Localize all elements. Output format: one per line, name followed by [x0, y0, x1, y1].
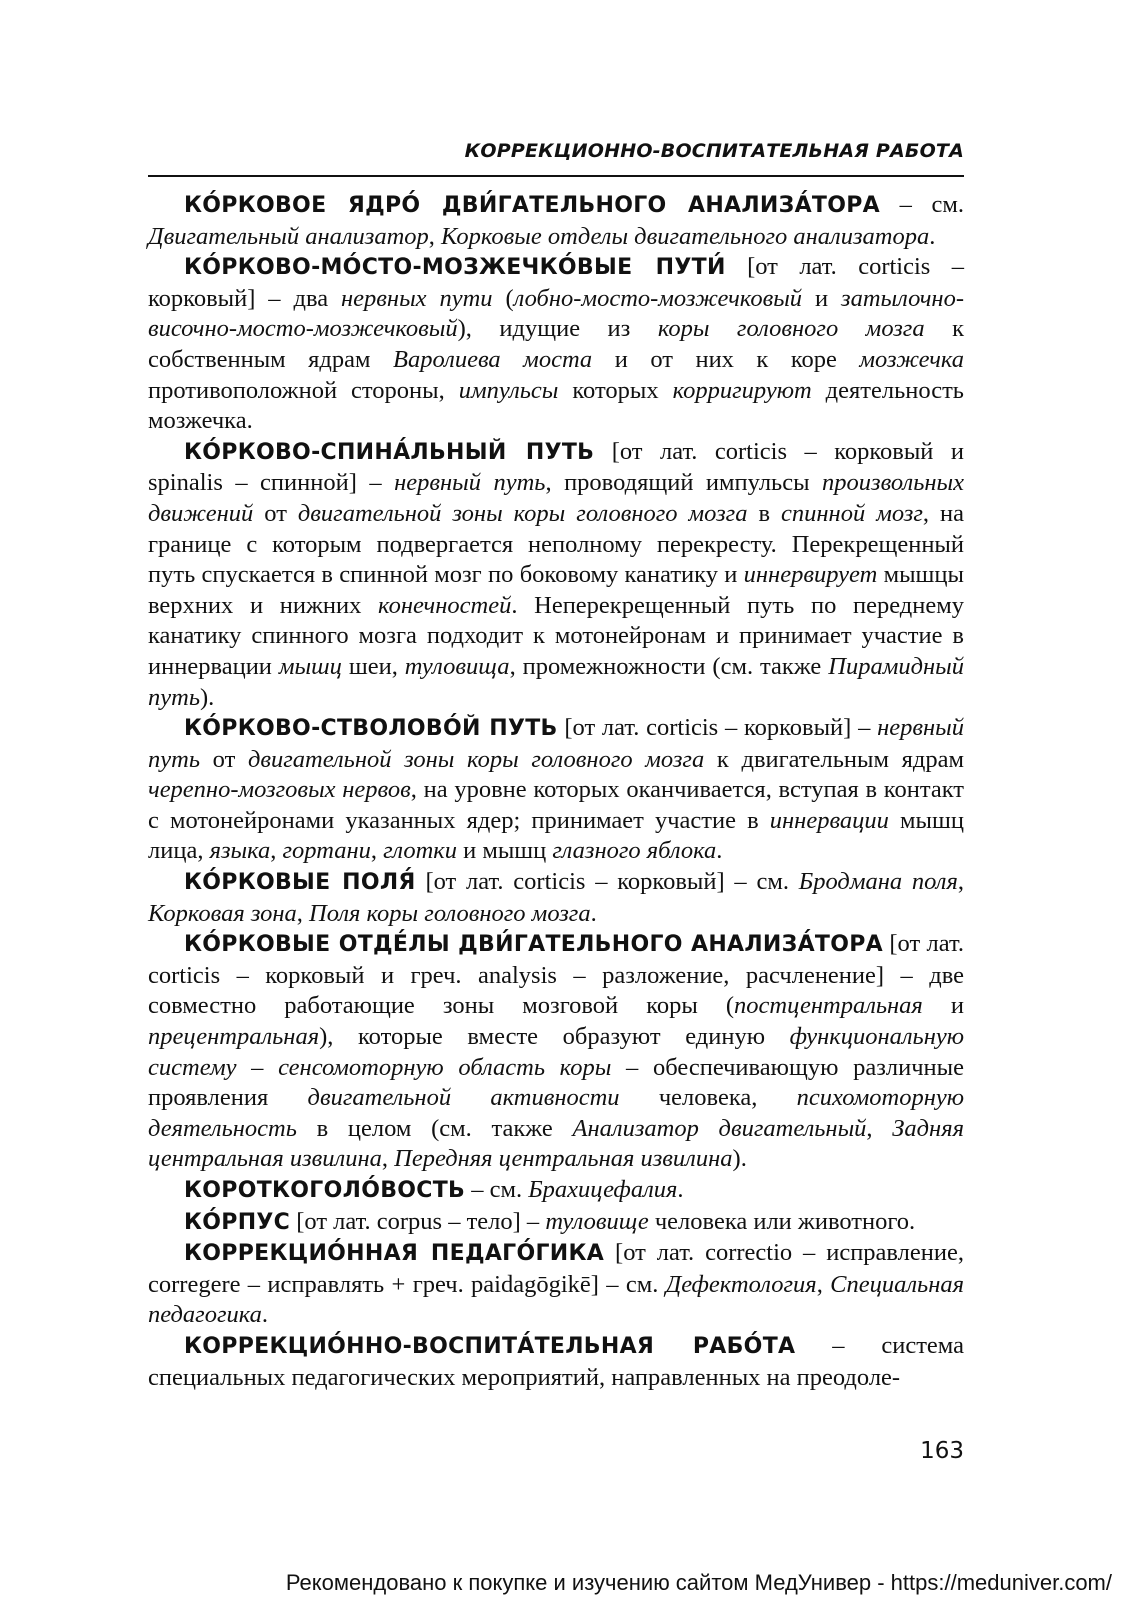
running-head: КОРРЕКЦИОННО-ВОСПИТАТЕЛЬНАЯ РАБОТА	[464, 140, 964, 162]
entry-term: КО́РПУС	[184, 1209, 291, 1235]
entry-term: КОРОТКОГОЛО́ВОСТЬ	[184, 1178, 466, 1203]
entry-term: КОРРЕКЦИО́ННАЯ ПЕДАГО́ГИКА	[184, 1241, 605, 1267]
cross-reference: Корковые отделы двигательного анализатора	[441, 222, 930, 250]
header-rule	[148, 175, 964, 177]
entry-korkovo-spinalnyi-put: КО́РКОВО-СПИНА́ЛЬНЫЙ ПУТЬ [от лат. corticis – корковый и spinalis – спинной] – нервный путь, проводящий импульсы произвольных движений от двигательной зоны коры головного мозга в спинной мозг, на границе с которым подвергается неполному перекресту. Перекрещенный путь спускается в спинной мозг по боковому канатику и иннервирует мышцы верхних и нижних конечностей. Неперекрещенный путь по переднему канатику спинного мозга подходит к мотонейронам и принимает участие в иннервации мышц шеи, туловища, промежножности (см. также Пирамидный путь).	[148, 437, 965, 711]
entry-term: КО́РКОВО-СТВОЛОВО́Й ПУТЬ	[184, 716, 558, 742]
entry-term: КО́РКОВО-МО́СТО-МОЗЖЕЧКО́ВЫЕ ПУТИ́	[184, 255, 726, 281]
entry-term: КОРРЕКЦИО́ННО-ВОСПИТА́ТЕЛЬНАЯ РАБО́ТА	[184, 1333, 796, 1359]
entry-korrektsionnaya-pedagogika: КОРРЕКЦИО́ННАЯ ПЕДАГО́ГИКА [от лат. correctio – исправление, corregere – исправлять + греч. paidagōgikē] – см. Дефектология, Специальная педагогика.	[148, 1239, 964, 1329]
entry-korpus: КО́РПУС [от лат. corpus – тело] – туловище человека или животного.	[184, 1207, 916, 1235]
dictionary-entries	[148, 190, 964, 1393]
entry-korkovye-polya: КО́РКОВЫЕ ПОЛЯ́ [от лат. corticis – корковый] – см. Бродмана поля, Корковая зона, Поля коры головного мозга.	[148, 868, 964, 927]
entry-term: КО́РКОВОЕ ЯДРО́ ДВИ́ГАТЕЛЬНОГО АНАЛИЗА́ТОРА	[184, 193, 880, 218]
entry-korkovo-mosto-mozzhechkovye-puti: КО́РКОВО-МО́СТО-МОЗЖЕЧКО́ВЫЕ ПУТИ́ [от лат. corticis – корковый] – два нервных пути (лобно-мосто-мозжечковый и затылочно-височно-мосто-мозжечковый), идущие из коры головного мозга к собственным ядрам Варолиева моста и от них к коре мозжечка противоположной стороны, импульсы которых корригируют деятельность мозжечка.	[148, 253, 964, 435]
entry-korrektsionno-vospitatelnaya-rabota: КОРРЕКЦИО́ННО-ВОСПИТА́ТЕЛЬНАЯ РАБО́ТА – система специальных педагогических мероприятий, направленных на преодоле-	[148, 1331, 964, 1391]
cross-reference: Двигательный анализатор	[148, 222, 429, 250]
entry-korkovye-otdely: КО́РКОВЫЕ ОТДЕ́ЛЫ ДВИ́ГАТЕЛЬНОГО АНАЛИЗА́ТОРА [от лат. corticis – корковый и греч. analysis – разложение, расчленение] – две совместно работающие зоны мозговой коры (постцентральная и прецентральная), которые вместе образуют единую функциональную систему – сенсомоторную область коры – обеспечивающую различные проявления двигательной активности человека, психомоторную деятельность в целом (см. также Анализатор двигательный, Задняя центральная извилина, Передняя центральная извилина).	[148, 930, 965, 1173]
entry-term: КО́РКОВЫЕ ОТДЕ́ЛЫ ДВИ́ГАТЕЛЬНОГО АНАЛИЗА́ТОРА	[184, 932, 883, 958]
entry-term: КО́РКОВЫЕ ПОЛЯ́	[184, 870, 416, 896]
entry-term: КО́РКОВО-СПИНА́ЛЬНЫЙ ПУТЬ	[184, 439, 595, 465]
page-number: 163	[920, 1438, 964, 1464]
entry-korkovoe-yadro: КО́РКОВОЕ ЯДРО́ ДВИ́ГАТЕЛЬНОГО АНАЛИЗА́ТОРА – см. Двигательный анализатор, Корковые отделы двигательного анализатора.	[148, 191, 964, 250]
footer-watermark-note: Рекомендовано к покупке и изучению сайтом МедУнивер - https://meduniver.com/	[285, 1570, 1112, 1595]
entry-korkovo-stvolovoi-put: КО́РКОВО-СТВОЛОВО́Й ПУТЬ [от лат. corticis – корковый] – нервный путь от двигательной зоны коры головного мозга к двигательным ядрам черепно-мозговых нервов, на уровне которых оканчивается, вступая в контакт с мотонейронами указанных ядер; принимает участие в иннервации мышц лица, языка, гортани, глотки и мышц глазного яблока.	[148, 714, 965, 865]
entry-korotkogolovost: КОРОТКОГОЛО́ВОСТЬ – см. Брахицефалия.	[184, 1176, 684, 1203]
